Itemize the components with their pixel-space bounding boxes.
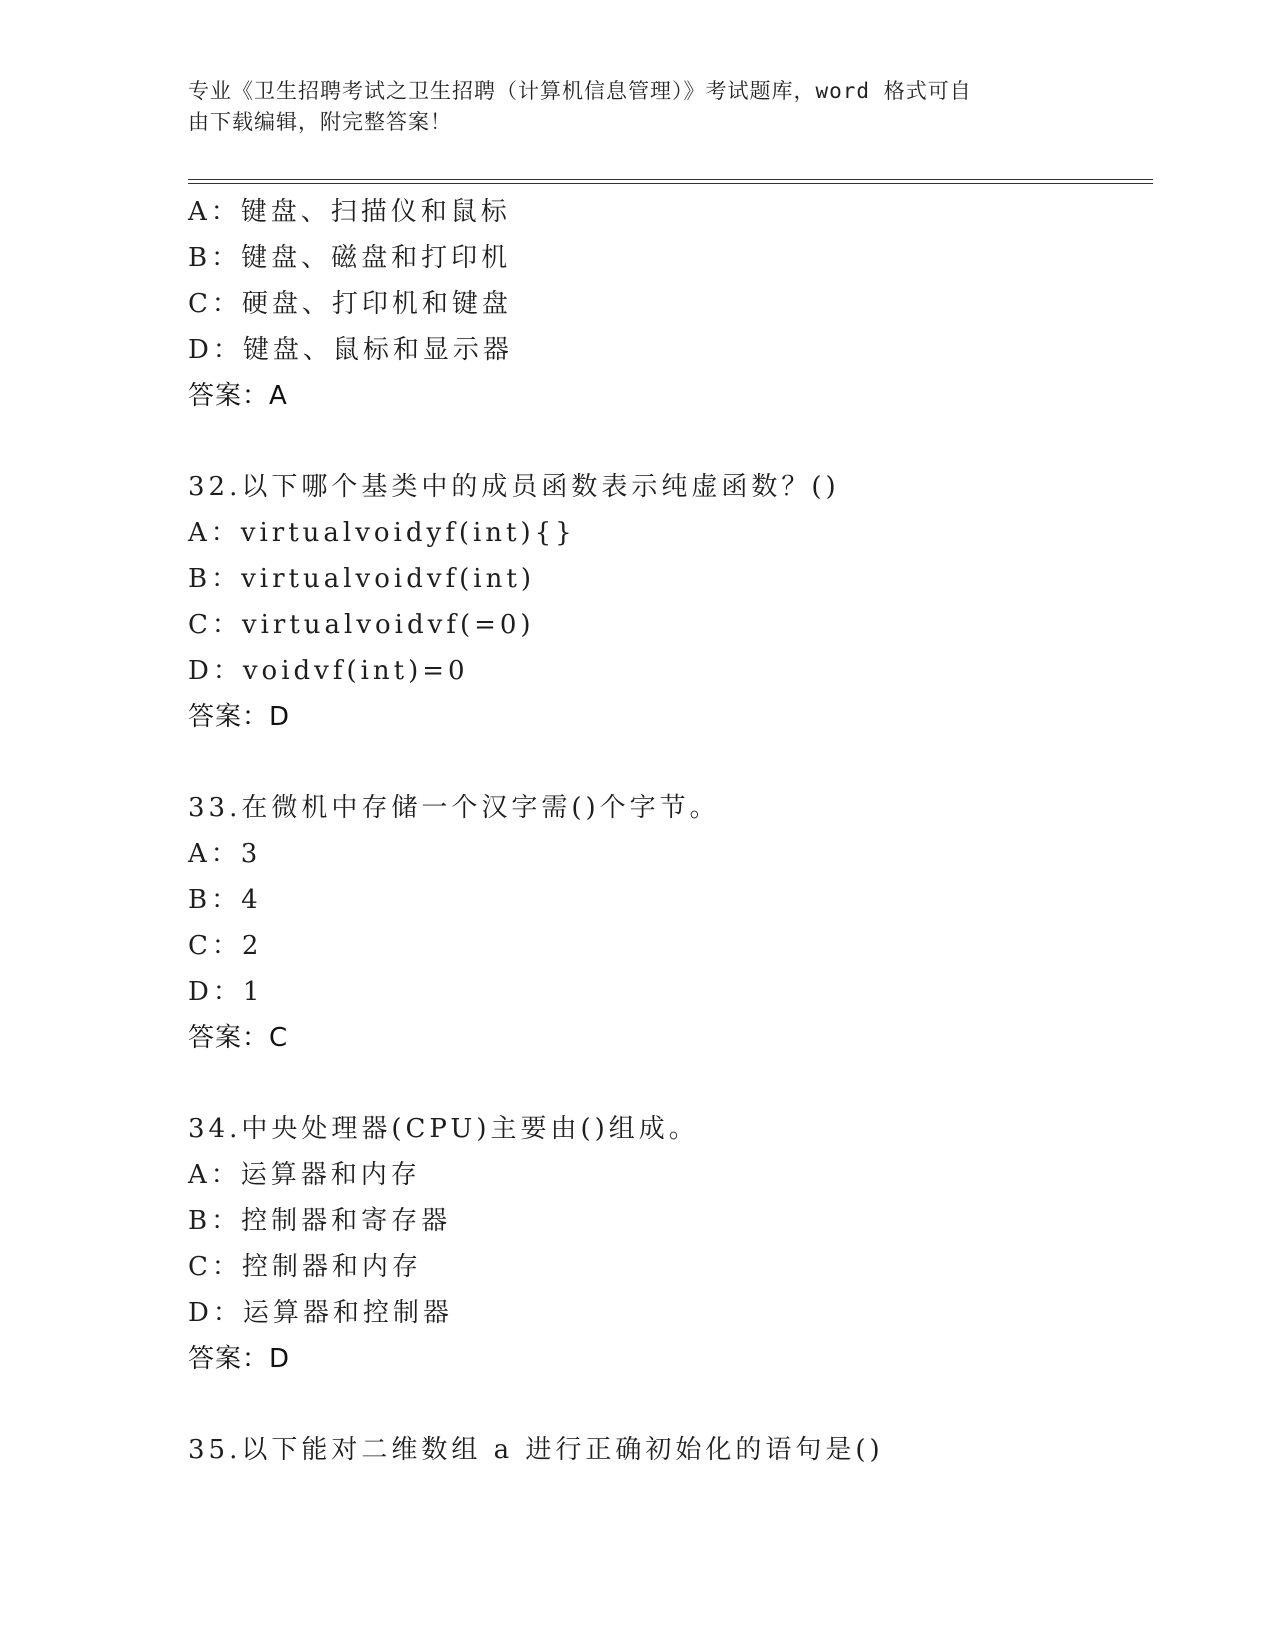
answer-key: 答案：A bbox=[188, 381, 288, 411]
answer-option: D：voidvf(int)=0 bbox=[188, 656, 469, 686]
header-divider-bottom bbox=[188, 183, 1153, 184]
header-line-2: 由下载编辑，附完整答案！ bbox=[188, 110, 452, 134]
question-block bbox=[188, 1427, 1153, 1473]
question-block bbox=[188, 1106, 1153, 1382]
header-line-1: 专业《卫生招聘考试之卫生招聘（计算机信息管理）》考试题库，word 格式可自 bbox=[188, 79, 972, 103]
answer-option: B：控制器和寄存器 bbox=[188, 1206, 452, 1236]
answer-option: B：4 bbox=[188, 885, 262, 915]
answer-option: D：键盘、鼠标和显示器 bbox=[188, 335, 513, 365]
answer-option: C：控制器和内存 bbox=[188, 1252, 422, 1282]
question-stem: 34.中央处理器(CPU)主要由()组成。 bbox=[188, 1114, 699, 1144]
answer-key: 答案：D bbox=[188, 702, 291, 732]
answer-option: C：2 bbox=[188, 931, 263, 961]
document-header bbox=[188, 76, 1068, 138]
answer-option: A：3 bbox=[188, 839, 262, 869]
question-stem: 32.以下哪个基类中的成员函数表示纯虚函数？() bbox=[188, 472, 840, 502]
answer-option: A：键盘、扫描仪和鼠标 bbox=[188, 197, 511, 227]
question-stem: 33.在微机中存储一个汉字需()个字节。 bbox=[188, 793, 720, 823]
question-list bbox=[188, 189, 1153, 1473]
answer-option: A：virtualvoidyf(int){} bbox=[188, 518, 576, 548]
question-block bbox=[188, 785, 1153, 1061]
answer-key: 答案：D bbox=[188, 1344, 291, 1374]
answer-key: 答案：C bbox=[188, 1023, 289, 1053]
question-block bbox=[188, 464, 1153, 740]
answer-option: C：硬盘、打印机和键盘 bbox=[188, 289, 512, 319]
answer-option: C：virtualvoidvf(=0) bbox=[188, 610, 535, 640]
header-divider-top bbox=[188, 179, 1153, 180]
answer-option: D：1 bbox=[188, 977, 264, 1007]
question-stem: 35.以下能对二维数组 a 进行正确初始化的语句是() bbox=[188, 1435, 884, 1465]
answer-option: A：运算器和内存 bbox=[188, 1160, 421, 1190]
answer-option: D：运算器和控制器 bbox=[188, 1298, 453, 1328]
answer-option: B：virtualvoidvf(int) bbox=[188, 564, 535, 594]
answer-option: B：键盘、磁盘和打印机 bbox=[188, 243, 512, 273]
question-block bbox=[188, 189, 1153, 419]
